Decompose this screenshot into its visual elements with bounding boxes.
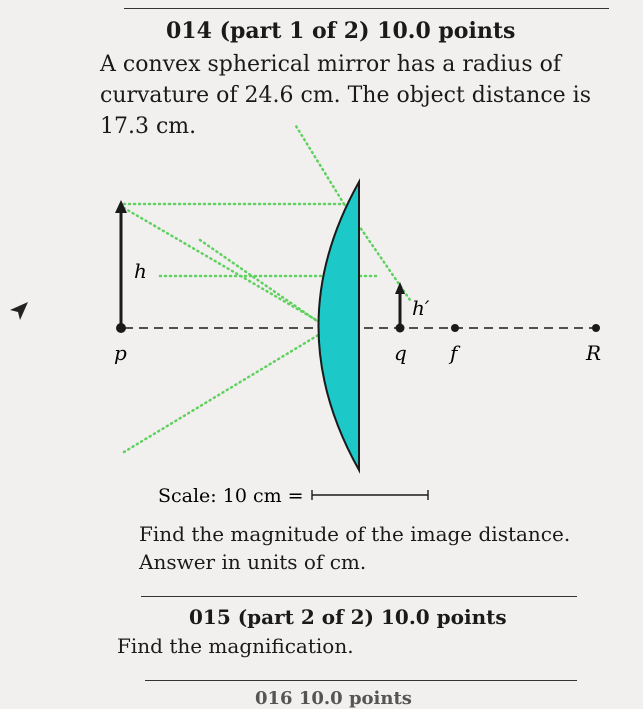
ray-cross-up xyxy=(200,240,330,330)
ray-top-reflected xyxy=(296,126,344,204)
ray-group xyxy=(124,126,410,452)
label-h-prime: h′ xyxy=(412,296,430,320)
mouse-cursor-icon xyxy=(8,300,30,322)
convex-mirror xyxy=(319,182,360,470)
focal-point-dot xyxy=(451,324,459,332)
label-h: h xyxy=(134,259,147,283)
object-arrow-head xyxy=(115,200,127,213)
problem-15-question: Find the magnification. xyxy=(117,634,354,658)
label-R: R xyxy=(586,341,602,365)
center-point-dot xyxy=(592,324,600,332)
object-point-dot xyxy=(116,323,126,333)
label-p: p xyxy=(114,341,127,365)
scale-label: Scale: 10 cm = xyxy=(158,485,304,507)
label-q: q xyxy=(394,341,407,365)
image-point-dot xyxy=(396,324,405,333)
question-14-line-2: Answer in units of cm. xyxy=(139,550,367,574)
label-f: f xyxy=(450,341,458,365)
image-arrow-head xyxy=(395,282,405,294)
problem-14-header: 014 (part 1 of 2) 10.0 points xyxy=(166,18,516,44)
divider-16 xyxy=(145,680,577,681)
problem-14-statement: A convex spherical mirror has a radius of curvature of 24.6 cm. The object distance is 17.3 cm. xyxy=(100,52,591,139)
problem-16-header: 016 10.0 points xyxy=(255,688,412,709)
question-14-line-1: Find the magnitude of the image distance. xyxy=(139,522,571,546)
problem-15-header: 015 (part 2 of 2) 10.0 points xyxy=(189,605,507,629)
divider-15 xyxy=(141,596,577,597)
ray-lower-diagonal xyxy=(124,328,330,452)
